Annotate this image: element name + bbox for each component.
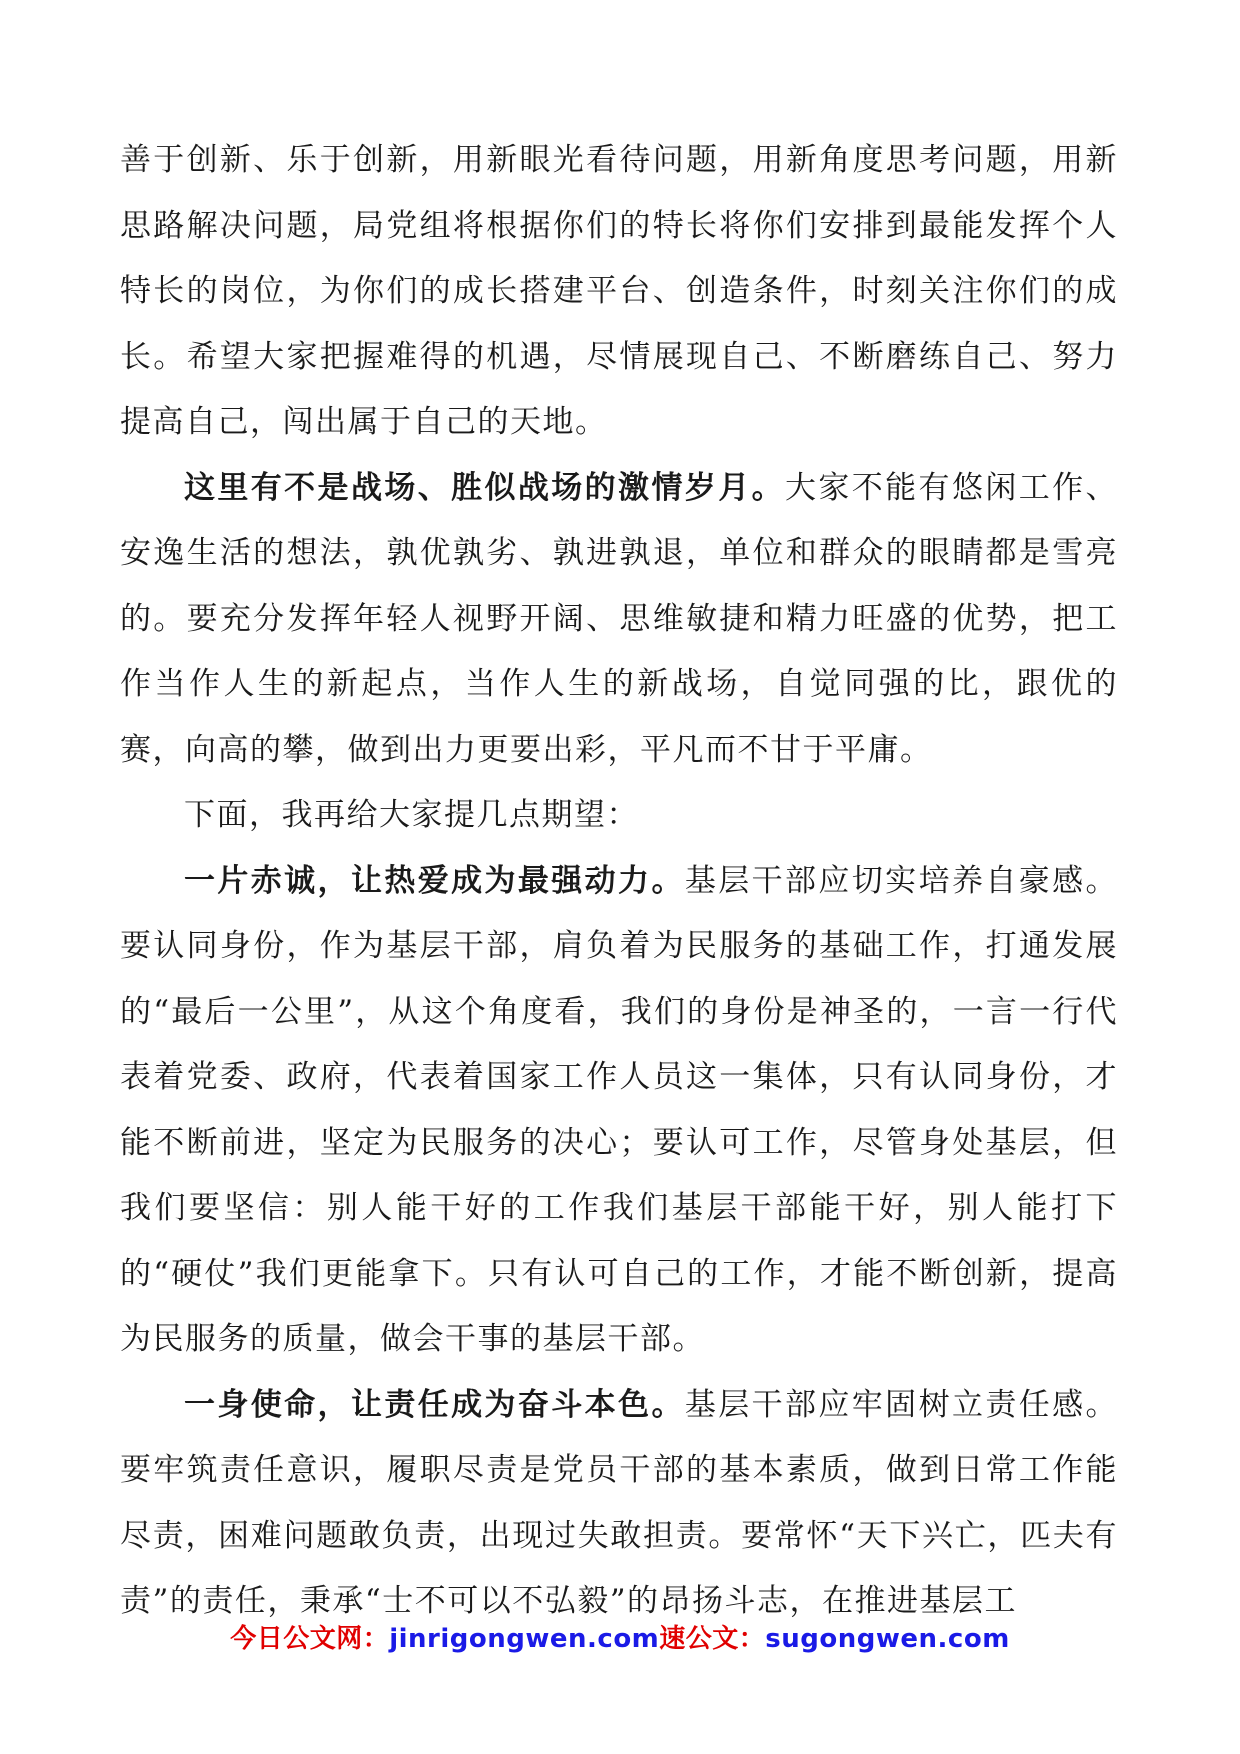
paragraph-text: 善于创新、乐于创新，用新眼光看待问题，用新角度思考问题，用新思路解决问题，局党组将根据你们的特长将你们安排到最能发挥个人特长的岗位，为你们的成长搭建平台、创造条件，时刻关注你们的成长。希望大家把握难得的机遇，尽情展现自己、不断磨练自己、努力提高自己，闯出属于自己的天地。 [120,142,1118,440]
footer-watermark [0,1618,1240,1655]
paragraph-text: 基层干部应切实培养自豪感。要认同身份，作为基层干部，肩负着为民服务的基础工作，打通发展的“最后一公里”，从这个角度看，我们的身份是神圣的，一言一行代表着党委、政府，代表着国家工作人员这一集体，只有认同身份，才能不断前进，坚定为民服务的决心；要认可工作，尽管身处基层，但我们要坚信：别人能干好的工作我们基层干部能干好，别人能打下的“硬仗”我们更能拿下。只有认可自己的工作，才能不断创新，提高为民服务的质量，做会干事的基层干部。 [120,862,1119,1357]
paragraph-continuation [120,128,1118,456]
document-body [120,128,1118,1635]
paragraph-lead: 这里有不是战场、胜似战场的激情岁月。 [184,469,785,506]
paragraph-mission [120,1373,1118,1635]
paragraph-lead: 一身使命，让责任成为奋斗本色。 [184,1386,685,1423]
paragraph-expectations-intro [120,783,1118,849]
footer-site-2: sugongwen.com [765,1624,1010,1654]
paragraph-text: 下面，我再给大家提几点期望： [184,797,639,833]
paragraph-text: 基层干部应牢固树立责任感。要牢筑责任意识，履职尽责是党员干部的基本素质，做到日常工作能尽责，困难问题敢负责，出现过失敢担责。要常怀“天下兴亡，匹夫有责”的责任，秉承“士不可以不弘毅”的昂扬斗志，在推进基层工 [120,1386,1119,1619]
paragraph-text: 大家不能有悠闲工作、安逸生活的想法，孰优孰劣、孰进孰退，单位和群众的眼睛都是雪亮的。要充分发挥年轻人视野开阔、思维敏捷和精力旺盛的优势，把工作当作人生的新起点，当作人生的新战场，自觉同强的比，跟优的赛，向高的攀，做到出力更要出彩，平凡而不甘于平庸。 [120,469,1118,768]
footer-label-2: 速公文： [659,1624,766,1654]
paragraph-sincerity [120,849,1118,1373]
footer-site-1: jinrigongwen.com [389,1624,660,1654]
paragraph-lead: 一片赤诚，让热爱成为最强动力。 [184,862,685,899]
footer-label-1: 今日公文网： [230,1624,390,1654]
paragraph-battlefield [120,456,1118,784]
